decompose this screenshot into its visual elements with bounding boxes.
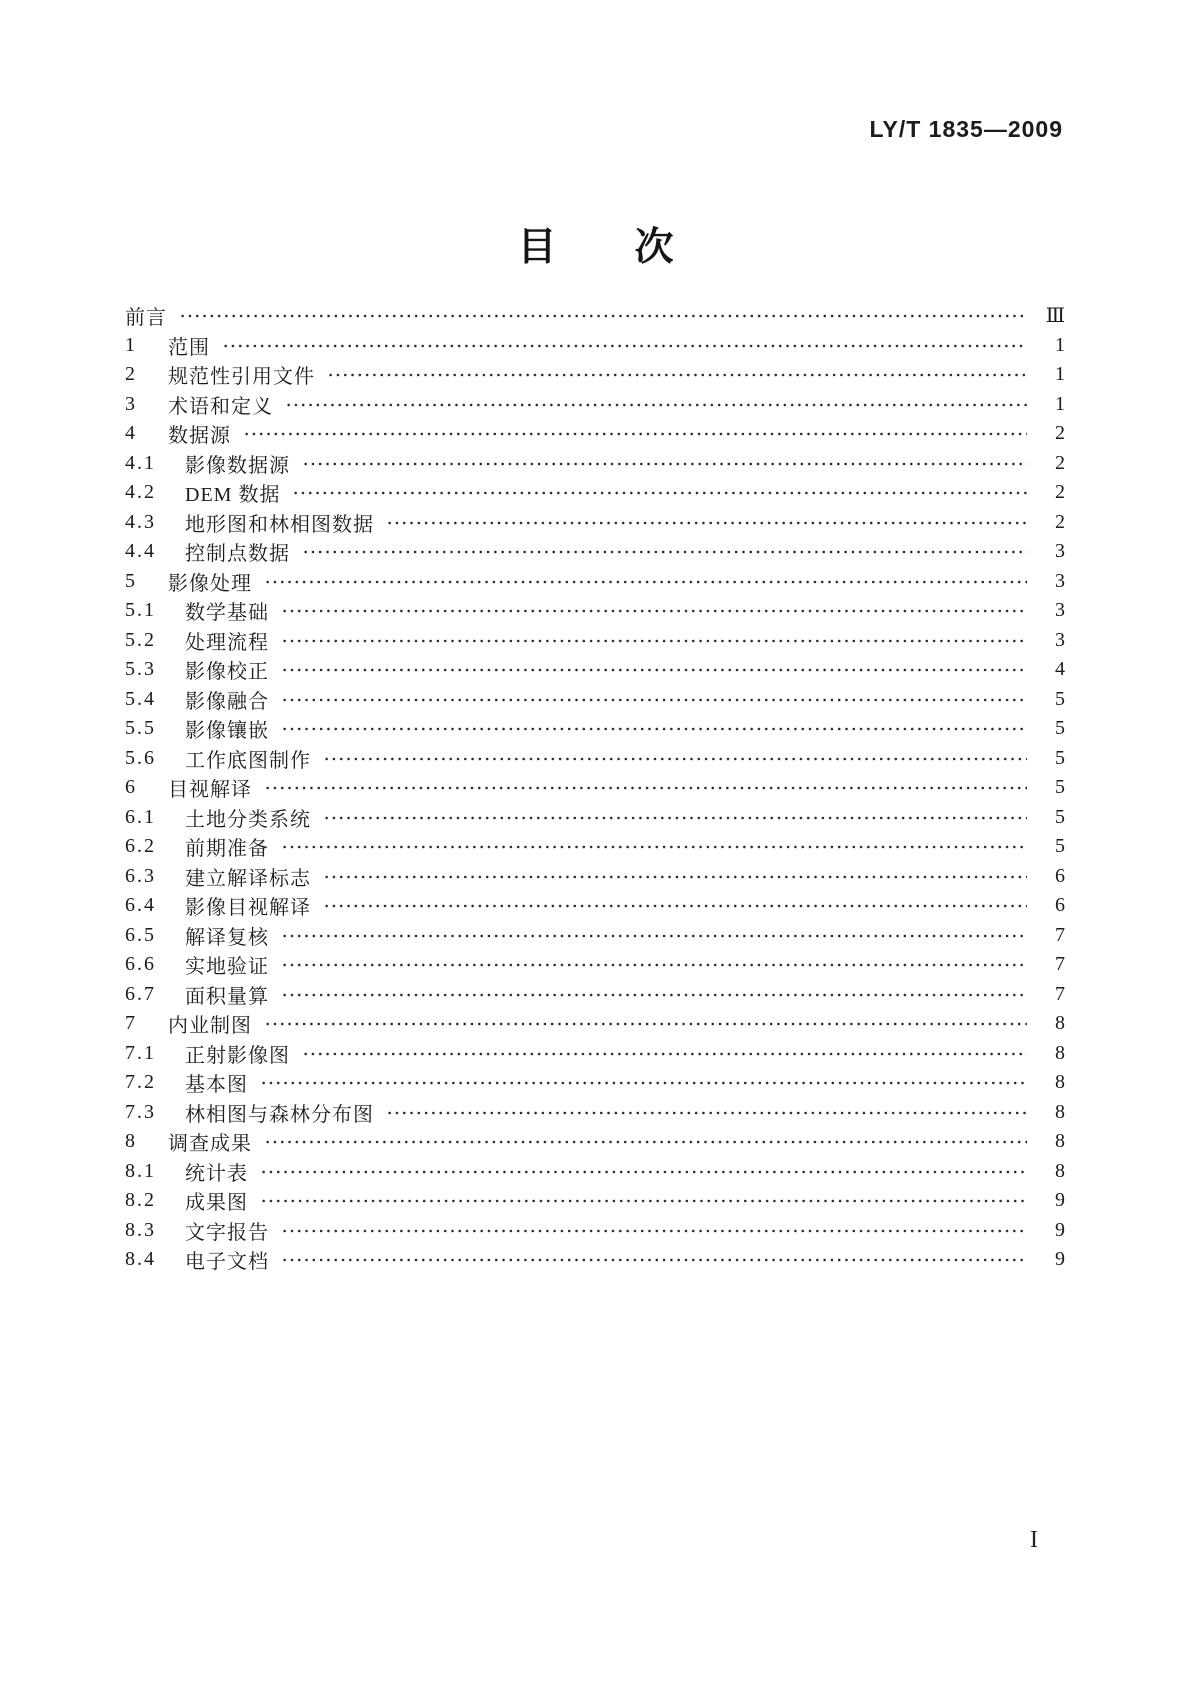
dot-leader [283, 390, 1027, 420]
toc-entry-number: 6.6 [125, 953, 156, 976]
toc-entry-number: 6.4 [125, 894, 156, 917]
dot-leader [325, 360, 1027, 390]
toc-entry-label: 建立解译标志 [185, 867, 311, 890]
toc-entry [125, 596, 1065, 626]
toc-entry-label: 影像融合 [185, 690, 269, 713]
toc-entry-number: 6.3 [125, 864, 156, 887]
toc-entry-page: 5 [1055, 835, 1065, 858]
toc-entry [125, 1157, 1065, 1187]
toc-entry-label: 规范性引用文件 [168, 366, 315, 389]
toc-entry-page: 4 [1055, 658, 1065, 681]
toc-entry [125, 567, 1065, 597]
toc-entry [125, 331, 1065, 361]
toc-entry [125, 1216, 1065, 1246]
toc-entry [125, 1068, 1065, 1098]
toc-entry-label: 影像数据源 [185, 454, 290, 477]
toc-entry-label: 统计表 [185, 1162, 248, 1185]
toc-entry-label: 影像校正 [185, 661, 269, 684]
dot-leader [384, 508, 1027, 538]
toc-entry-label: 处理流程 [185, 631, 269, 654]
toc-list [125, 301, 1065, 1275]
dot-leader [258, 1068, 1027, 1098]
toc-entry-label: 林相图与森林分布图 [185, 1103, 374, 1126]
toc-entry-page: 2 [1055, 451, 1065, 474]
toc-entry-label: 正射影像图 [185, 1044, 290, 1067]
toc-entry [125, 360, 1065, 390]
toc-entry-page: 7 [1055, 953, 1065, 976]
toc-entry-page: 3 [1055, 569, 1065, 592]
toc-entry [125, 1098, 1065, 1128]
toc-entry-label: 术语和定义 [168, 395, 273, 418]
toc-entry-number: 8.4 [125, 1248, 156, 1271]
toc-entry-number: 3 [125, 392, 137, 415]
toc-entry [125, 862, 1065, 892]
toc-entry [125, 1127, 1065, 1157]
toc-entry [125, 1186, 1065, 1216]
dot-leader [321, 803, 1027, 833]
toc-entry-number: 5.4 [125, 687, 156, 710]
toc-entry-number: 4.4 [125, 540, 156, 563]
dot-leader [279, 714, 1027, 744]
dot-leader [279, 685, 1027, 715]
toc-entry [125, 832, 1065, 862]
dot-leader [279, 596, 1027, 626]
dot-leader [279, 921, 1027, 951]
toc-entry-number: 5.1 [125, 599, 156, 622]
toc-entry [125, 1039, 1065, 1069]
toc-entry-label: DEM 数据 [185, 484, 281, 507]
toc-entry-label: 内业制图 [168, 1015, 252, 1038]
toc-entry-page: 9 [1055, 1189, 1065, 1212]
dot-leader [241, 419, 1027, 449]
toc-entry-number: 8.2 [125, 1189, 156, 1212]
toc-entry-page: 2 [1055, 481, 1065, 504]
toc-entry-label: 调查成果 [168, 1133, 252, 1156]
toc-entry-page: 2 [1055, 510, 1065, 533]
dot-leader [279, 1216, 1027, 1246]
toc-entry-label: 目视解译 [168, 779, 252, 802]
toc-entry-number: 6.1 [125, 805, 156, 828]
toc-entry [125, 478, 1065, 508]
toc-entry-number: 7 [125, 1012, 137, 1035]
toc-entry-label: 数据源 [168, 425, 231, 448]
toc-entry-page: 5 [1055, 805, 1065, 828]
toc-entry-number: 4.2 [125, 481, 156, 504]
toc-entry [125, 449, 1065, 479]
toc-entry [125, 626, 1065, 656]
toc-entry-number: 4 [125, 422, 137, 445]
toc-entry [125, 1245, 1065, 1275]
toc-entry-page: 8 [1055, 1012, 1065, 1035]
toc-entry-label: 文字报告 [185, 1221, 269, 1244]
dot-leader [279, 655, 1027, 685]
toc-entry-number: 5.5 [125, 717, 156, 740]
dot-leader [262, 567, 1027, 597]
toc-entry-page: 1 [1055, 363, 1065, 386]
toc-entry [125, 537, 1065, 567]
toc-entry-number: 8.3 [125, 1218, 156, 1241]
toc-entry-number: 5.2 [125, 628, 156, 651]
toc-entry [125, 419, 1065, 449]
toc-entry-label: 前期准备 [185, 838, 269, 861]
standard-code: LY/T 1835—2009 [869, 116, 1063, 142]
toc-entry-page: 8 [1055, 1159, 1065, 1182]
dot-leader [220, 331, 1027, 361]
toc-entry [125, 744, 1065, 774]
dot-leader [279, 950, 1027, 980]
toc-entry-label: 范围 [168, 336, 210, 359]
toc-entry-label: 工作底图制作 [185, 749, 311, 772]
dot-leader [262, 1127, 1027, 1157]
toc-entry-page: 2 [1055, 422, 1065, 445]
toc-entry-number: 6.2 [125, 835, 156, 858]
toc-entry-number: 7.1 [125, 1041, 156, 1064]
dot-leader [279, 832, 1027, 862]
toc-entry-label: 影像处理 [168, 572, 252, 595]
toc-entry-page: 8 [1055, 1071, 1065, 1094]
toc-entry-number: 5.6 [125, 746, 156, 769]
toc-entry [125, 891, 1065, 921]
toc-entry-number: 6 [125, 776, 137, 799]
dot-leader [300, 1039, 1027, 1069]
toc-entry-label: 基本图 [185, 1074, 248, 1097]
toc-entry-number: 8 [125, 1130, 137, 1153]
toc-entry [125, 508, 1065, 538]
toc-entry [125, 950, 1065, 980]
toc-entry [125, 714, 1065, 744]
toc-entry-number: 7.2 [125, 1071, 156, 1094]
footer-page-number: I [1030, 1527, 1038, 1553]
dot-leader [384, 1098, 1027, 1128]
toc-entry [125, 655, 1065, 685]
dot-leader [290, 478, 1027, 508]
toc-entry-label: 影像目视解译 [185, 897, 311, 920]
toc-entry-label: 实地验证 [185, 956, 269, 979]
dot-leader [258, 1157, 1027, 1187]
toc-entry-page: 5 [1055, 776, 1065, 799]
toc-entry-label: 电子文档 [185, 1251, 269, 1274]
toc-entry [125, 685, 1065, 715]
toc-entry-page: 7 [1055, 982, 1065, 1005]
dot-leader [262, 773, 1027, 803]
toc-entry-label: 数学基础 [185, 602, 269, 625]
toc-entry-number: 4.3 [125, 510, 156, 533]
dot-leader [258, 1186, 1027, 1216]
toc-entry [125, 301, 1065, 331]
toc-entry-label: 解译复核 [185, 926, 269, 949]
dot-leader [279, 1245, 1027, 1275]
toc-entry-number: 6.7 [125, 982, 156, 1005]
toc-entry-label: 土地分类系统 [185, 808, 311, 831]
toc-entry [125, 980, 1065, 1010]
toc-entry-number: 2 [125, 363, 137, 386]
dot-leader [300, 449, 1027, 479]
toc-entry-page: 8 [1055, 1041, 1065, 1064]
dot-leader [321, 891, 1027, 921]
toc-entry-page: 5 [1055, 746, 1065, 769]
dot-leader [300, 537, 1027, 567]
toc-entry-number: 8.1 [125, 1159, 156, 1182]
toc-entry-label: 地形图和林相图数据 [185, 513, 374, 536]
toc-entry-page: 6 [1055, 864, 1065, 887]
toc-entry-number: 7.3 [125, 1100, 156, 1123]
toc-entry [125, 803, 1065, 833]
dot-leader [279, 980, 1027, 1010]
toc-entry-page: 3 [1055, 628, 1065, 651]
dot-leader [321, 862, 1027, 892]
toc-entry-page: 1 [1055, 333, 1065, 356]
toc-entry-page: 3 [1055, 599, 1065, 622]
toc-entry-number: 6.5 [125, 923, 156, 946]
toc-entry-page: 7 [1055, 923, 1065, 946]
toc-entry-page: 5 [1055, 687, 1065, 710]
toc-entry [125, 921, 1065, 951]
toc-entry-page: Ⅲ [1045, 305, 1065, 328]
toc-entry [125, 1009, 1065, 1039]
toc-entry-label: 前言 [125, 307, 167, 330]
toc-entry-number: 5.3 [125, 658, 156, 681]
toc-entry-label: 成果图 [185, 1192, 248, 1215]
toc-entry-page: 9 [1055, 1248, 1065, 1271]
dot-leader [177, 301, 1027, 331]
dot-leader [321, 744, 1027, 774]
toc-entry-number: 5 [125, 569, 137, 592]
dot-leader [279, 626, 1027, 656]
toc-entry-page: 3 [1055, 540, 1065, 563]
toc-entry-number: 4.1 [125, 451, 156, 474]
page-title: 目 次 [517, 226, 674, 269]
toc-entry-page: 6 [1055, 894, 1065, 917]
toc-entry-number: 1 [125, 333, 137, 356]
toc-entry [125, 773, 1065, 803]
toc-entry-label: 影像镶嵌 [185, 720, 269, 743]
toc-entry-page: 1 [1055, 392, 1065, 415]
toc-entry-page: 5 [1055, 717, 1065, 740]
toc-entry-label: 面积量算 [185, 985, 269, 1008]
toc-entry-page: 9 [1055, 1218, 1065, 1241]
toc-entry [125, 390, 1065, 420]
dot-leader [262, 1009, 1027, 1039]
toc-entry-page: 8 [1055, 1100, 1065, 1123]
toc-entry-page: 8 [1055, 1130, 1065, 1153]
toc-entry-label: 控制点数据 [185, 543, 290, 566]
